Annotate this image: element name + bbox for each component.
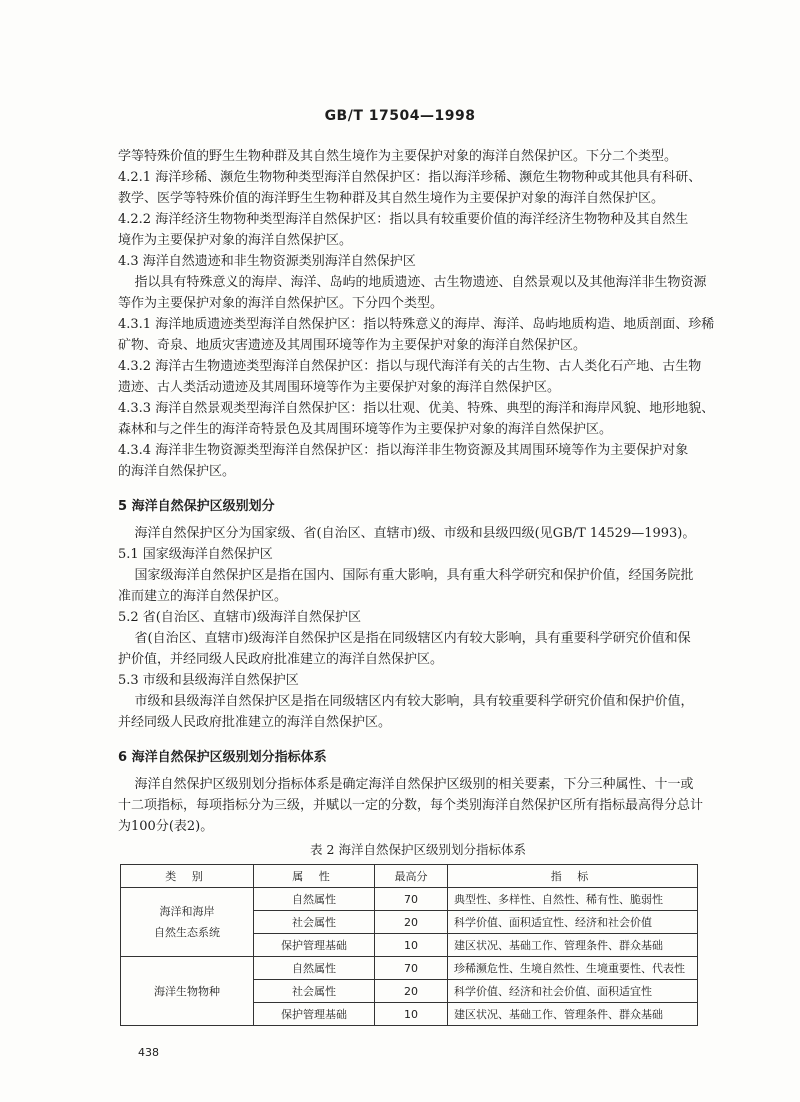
clause-4-text (118, 146, 718, 482)
category-cell: 海洋和海岸 自然生态系统 (121, 888, 254, 957)
indicator-cell: 珍稀濒危性、生境自然性、生境重要性、代表性 (448, 957, 698, 980)
score-cell: 10 (375, 1003, 448, 1026)
attribute-cell: 保护管理基础 (254, 1003, 375, 1026)
table-caption: 表 2 海洋自然保护区级别划分指标体系 (310, 842, 526, 857)
score-cell: 70 (375, 957, 448, 980)
page-number: 438 (138, 1046, 159, 1059)
subsection-heading: 4.3 海洋自然遗迹和非生物资源类别海洋自然保护区 (118, 254, 416, 269)
paragraph-line: 遗迹、古人类活动遗迹及其周围环境等作为主要保护对象的海洋自然保护区。 (118, 380, 561, 395)
indicator-cell: 科学价值、面积适宜性、经济和社会价值 (448, 911, 698, 934)
paragraph-line: 学等特殊价值的野生生物种群及其自然生境作为主要保护对象的海洋自然保护区。下分二个类型。 (118, 149, 678, 164)
paragraph-line: 护价值，并经同级人民政府批准建立的海洋自然保护区。 (118, 652, 444, 667)
indicator-table (120, 864, 698, 1026)
header-max-score: 最高分 (375, 865, 448, 888)
indicator-cell: 建区状况、基础工作、管理条件、群众基础 (448, 1003, 698, 1026)
document-header: GB/T 17504—1998 (324, 108, 476, 124)
indicator-cell: 建区状况、基础工作、管理条件、群众基础 (448, 934, 698, 957)
attribute-cell: 社会属性 (254, 911, 375, 934)
paragraph-line: 省(自治区、直辖市)级海洋自然保护区是指在同级辖区内有较大影响，具有重要科学研究价值和保 (118, 631, 691, 646)
category-cell: 海洋生物物种 (121, 957, 254, 1026)
paragraph-line: 教学、医学等特殊价值的海洋野生生物种群及其自然生境作为主要保护对象的海洋自然保护区。 (118, 191, 665, 206)
paragraph-line: 市级和县级海洋自然保护区是指在同级辖区内有较大影响，具有较重要科学研究价值和保护价值， (118, 694, 694, 709)
paragraph-line: 4.2.2 海洋经济生物物种类型海洋自然保护区：指以具有较重要价值的海洋经济生物物种及其自然生 (118, 212, 689, 227)
paragraph-line: 国家级海洋自然保护区是指在国内、国际有重大影响，具有重大科学研究和保护价值，经国务院批 (118, 568, 694, 583)
table-header-row (121, 865, 698, 888)
paragraph-line: 十二项指标，每项指标分为三级，并赋以一定的分数，每个类别海洋自然保护区所有指标最高得分总计 (118, 798, 704, 813)
indicator-cell: 典型性、多样性、自然性、稀有性、脆弱性 (448, 888, 698, 911)
paragraph-line: 并经同级人民政府批准建立的海洋自然保护区。 (118, 715, 392, 730)
paragraph-line: 指以具有特殊意义的海岸、海洋、岛屿的地质遗迹、古生物遗迹、自然景观以及其他海洋非生物资源 (118, 275, 707, 290)
section-5-heading: 5 海洋自然保护区级别划分 (118, 499, 275, 514)
attribute-cell: 保护管理基础 (254, 934, 375, 957)
paragraph-line: 4.3.3 海洋自然景观类型海洋自然保护区：指以壮观、优美、特殊、典型的海洋和海岸风貌、地形地貌、 (118, 401, 715, 416)
attribute-cell: 社会属性 (254, 980, 375, 1003)
paragraph-line: 森林和与之伴生的海洋奇特景色及其周围环境等作为主要保护对象的海洋自然保护区。 (118, 422, 613, 437)
subsection-heading: 5.1 国家级海洋自然保护区 (118, 547, 273, 562)
score-cell: 20 (375, 911, 448, 934)
paragraph-line: 矿物、奇泉、地质灾害遗迹及其周围环境等作为主要保护对象的海洋自然保护区。 (118, 338, 587, 353)
paragraph-line: 4.2.1 海洋珍稀、濒危生物物种类型海洋自然保护区：指以海洋珍稀、濒危生物物种或其他具有科研、 (118, 170, 702, 185)
paragraph-line: 为100分(表2)。 (118, 819, 214, 834)
paragraph-line: 4.3.1 海洋地质遗迹类型海洋自然保护区：指以特殊意义的海岸、海洋、岛屿地质构造、地质剖面、珍稀 (118, 317, 715, 332)
table-row (121, 888, 698, 911)
paragraph-line: 的海洋自然保护区。 (118, 464, 236, 479)
paragraph-line: 4.3.4 海洋非生物资源类型海洋自然保护区：指以海洋非生物资源及其周围环境等作为主要保护对象 (118, 443, 689, 458)
document-body (118, 146, 718, 1026)
header-attribute: 属 性 (254, 865, 375, 888)
table-row (121, 957, 698, 980)
paragraph-line: 4.3.2 海洋古生物遗迹类型海洋自然保护区：指以与现代海洋有关的古生物、古人类化石产地、古生物 (118, 359, 702, 374)
paragraph-line: 等作为主要保护对象的海洋自然保护区。下分四个类型。 (118, 296, 444, 311)
section-6-heading: 6 海洋自然保护区级别划分指标体系 (118, 750, 327, 765)
attribute-cell: 自然属性 (254, 957, 375, 980)
header-category: 类 别 (121, 865, 254, 888)
score-cell: 10 (375, 934, 448, 957)
indicator-cell: 科学价值、经济和社会价值、面积适宜性 (448, 980, 698, 1003)
attribute-cell: 自然属性 (254, 888, 375, 911)
paragraph-line: 境作为主要保护对象的海洋自然保护区。 (118, 233, 353, 248)
score-cell: 20 (375, 980, 448, 1003)
score-cell: 70 (375, 888, 448, 911)
paragraph-line: 准而建立的海洋自然保护区。 (118, 589, 288, 604)
subsection-heading: 5.2 省(自治区、直辖市)级海洋自然保护区 (118, 610, 361, 625)
subsection-heading: 5.3 市级和县级海洋自然保护区 (118, 673, 299, 688)
paragraph-line: 海洋自然保护区级别划分指标体系是确定海洋自然保护区级别的相关要素，下分三种属性、十一或 (118, 777, 694, 792)
section-5-intro: 海洋自然保护区分为国家级、省(自治区、直辖市)级、市级和县级四级(见GB/T 14529—1993)。 (118, 526, 696, 541)
header-indicator: 指 标 (448, 865, 698, 888)
